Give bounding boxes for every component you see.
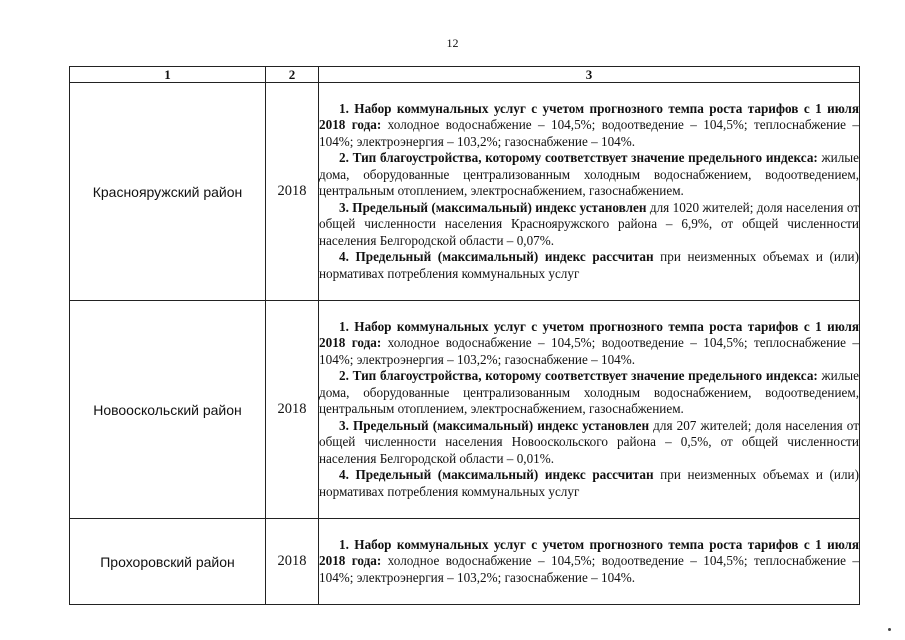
header-col-3: 3 xyxy=(319,67,860,83)
item-text: жилые дома, оборудованные централизованным холодным водоснабжением, водоотведением, центральным отоплением, электроснабжением, газоснабжением. xyxy=(319,150,859,199)
district-name: Прохоровский район xyxy=(70,519,266,605)
page-number: 12 xyxy=(446,36,459,50)
description-item xyxy=(319,150,859,200)
item-text: холодное водоснабжение – 104,5%; водоотведение – 104,5%; теплоснабжение – 104%; электроэнергия – 103,2%; газоснабжение – 104%. xyxy=(319,553,860,585)
description-cell xyxy=(319,301,860,519)
tariff-table xyxy=(69,66,860,605)
description-item xyxy=(319,418,859,468)
header-col-2: 2 xyxy=(266,67,319,83)
description-cell xyxy=(319,83,860,301)
year-cell: 2018 xyxy=(266,301,319,519)
item-text: холодное водоснабжение – 104,5%; водоотведение – 104,5%; теплоснабжение – 104%; электроэнергия – 103,2%; газоснабжение – 104%. xyxy=(319,117,860,149)
description-item xyxy=(319,200,859,250)
description-item xyxy=(319,368,859,418)
item-text: при неизменных объемах и (или) нормативах потребления коммунальных услуг xyxy=(319,249,859,281)
header-col-1: 1 xyxy=(70,67,266,83)
table-header-row xyxy=(70,67,860,83)
scan-mark xyxy=(888,628,891,631)
item-text: при неизменных объемах и (или) нормативах потребления коммунальных услуг xyxy=(319,467,859,499)
item-heading: 1. Набор коммунальных услуг с учетом прогнозного темпа роста тарифов с 1 июля 2018 года: xyxy=(319,536,859,569)
item-text: холодное водоснабжение – 104,5%; водоотведение – 104,5%; теплоснабжение – 104%; электроэнергия – 103,2%; газоснабжение – 104%. xyxy=(319,335,860,367)
item-heading: 3. Предельный (максимальный) индекс установлен xyxy=(339,417,650,433)
item-heading: 1. Набор коммунальных услуг с учетом прогнозного темпа роста тарифов с 1 июля 2018 года: xyxy=(319,318,859,351)
item-heading: 4. Предельный (максимальный) индекс рассчитан xyxy=(339,249,654,265)
item-heading: 3. Предельный (максимальный) индекс установлен xyxy=(339,199,647,215)
table-row xyxy=(70,301,860,519)
item-heading: 2. Тип благоустройства, которому соответствует значение предельного индекса: xyxy=(339,150,818,166)
item-text: для 207 жителей; доля населения от общей численности населения Новооскольского района – 0,5%, от общей численности населения Белгородской области – 0,01%. xyxy=(319,417,859,466)
description-item xyxy=(319,249,859,282)
description-cell xyxy=(319,519,860,605)
district-name: Новооскольский район xyxy=(70,301,266,519)
item-heading: 2. Тип благоустройства, которому соответствует значение предельного индекса: xyxy=(339,368,818,384)
year-cell: 2018 xyxy=(266,519,319,605)
item-text: жилые дома, оборудованные централизованным холодным водоснабжением, водоотведением, центральным отоплением, электроснабжением, газоснабжением. xyxy=(319,368,859,417)
description-item xyxy=(319,467,859,500)
item-text: для 1020 жителей; доля населения от общей численности населения Краснояружского района – 6,9%, от общей численности населения Белгородской области – 0,07%. xyxy=(319,199,859,248)
table-row xyxy=(70,519,860,605)
table-row xyxy=(70,83,860,301)
description-item xyxy=(319,537,859,587)
description-item xyxy=(319,101,859,151)
district-name: Краснояружский район xyxy=(70,83,266,301)
year-cell: 2018 xyxy=(266,83,319,301)
description-item xyxy=(319,319,859,369)
item-heading: 4. Предельный (максимальный) индекс рассчитан xyxy=(339,467,654,483)
item-heading: 1. Набор коммунальных услуг с учетом прогнозного темпа роста тарифов с 1 июля 2018 года: xyxy=(319,100,859,133)
